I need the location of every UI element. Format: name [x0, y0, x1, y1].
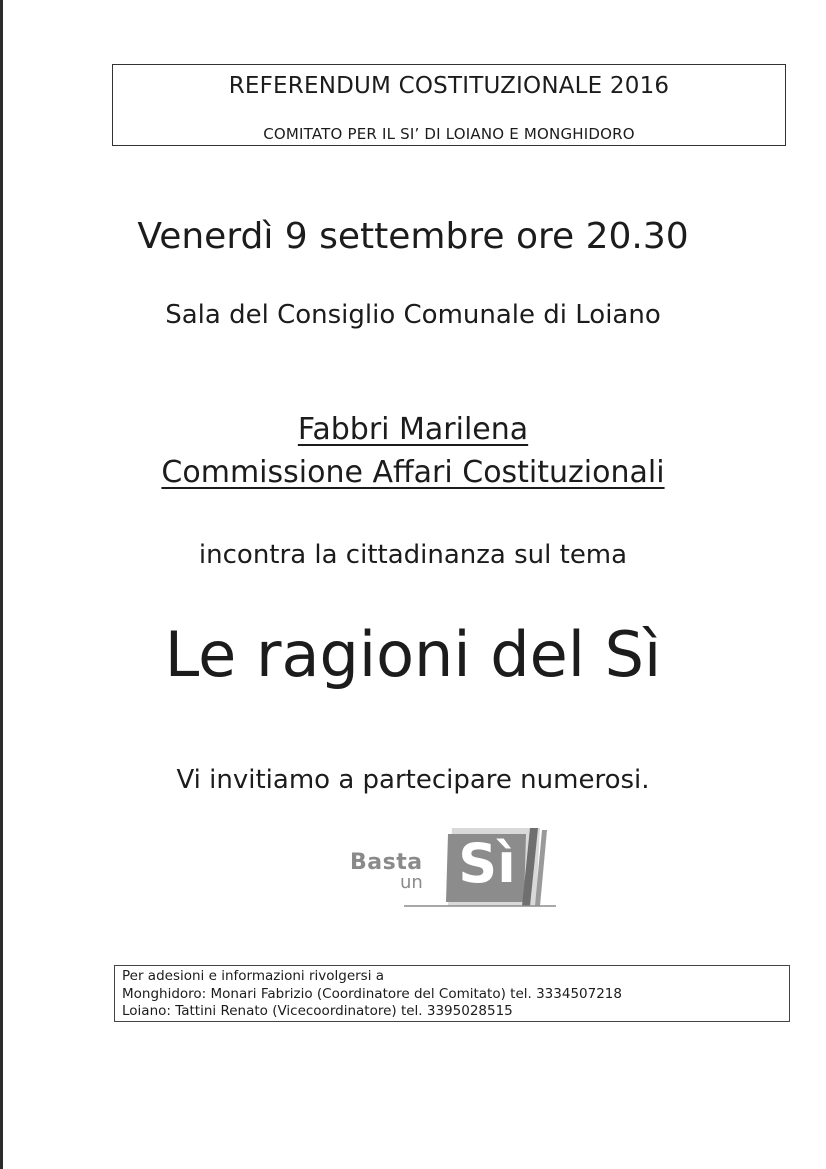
contacts-line-monghidoro: Monghidoro: Monari Fabrizio (Coordinatore del Comitato) tel. 3334507218 — [122, 985, 622, 1002]
contacts-line-loiano: Loiano: Tattini Renato (Vicecoordinatore) tel. 3395028515 — [122, 1003, 513, 1019]
speaker-role: Commissione Affari Costituzionali — [161, 455, 665, 490]
header-box — [112, 64, 786, 146]
invitation-text: Vi invitiamo a partecipare numerosi. — [176, 765, 650, 795]
header-title: REFERENDUM COSTITUZIONALE 2016 — [228, 73, 670, 99]
topic-title: Le ragioni del Sì — [164, 618, 662, 691]
event-date-time: Venerdì 9 settembre ore 20.30 — [137, 216, 689, 257]
intro-text: incontra la cittadinanza sul tema — [198, 540, 628, 570]
logo-word-basta: Basta — [350, 850, 423, 875]
logo-word-si: Sì — [458, 832, 516, 895]
contacts-box — [114, 965, 790, 1022]
header-subtitle: COMITATO PER IL SI’ DI LOIANO E MONGHIDORO — [263, 125, 635, 143]
event-venue: Sala del Consiglio Comunale di Loiano — [165, 300, 661, 330]
scan-edge — [0, 0, 3, 1169]
speaker-name: Fabbri Marilena — [297, 412, 529, 447]
logo-word-un: un — [400, 872, 423, 893]
contacts-intro: Per adesioni e informazioni rivolgersi a — [122, 968, 385, 984]
basta-un-si-logo — [348, 820, 560, 912]
